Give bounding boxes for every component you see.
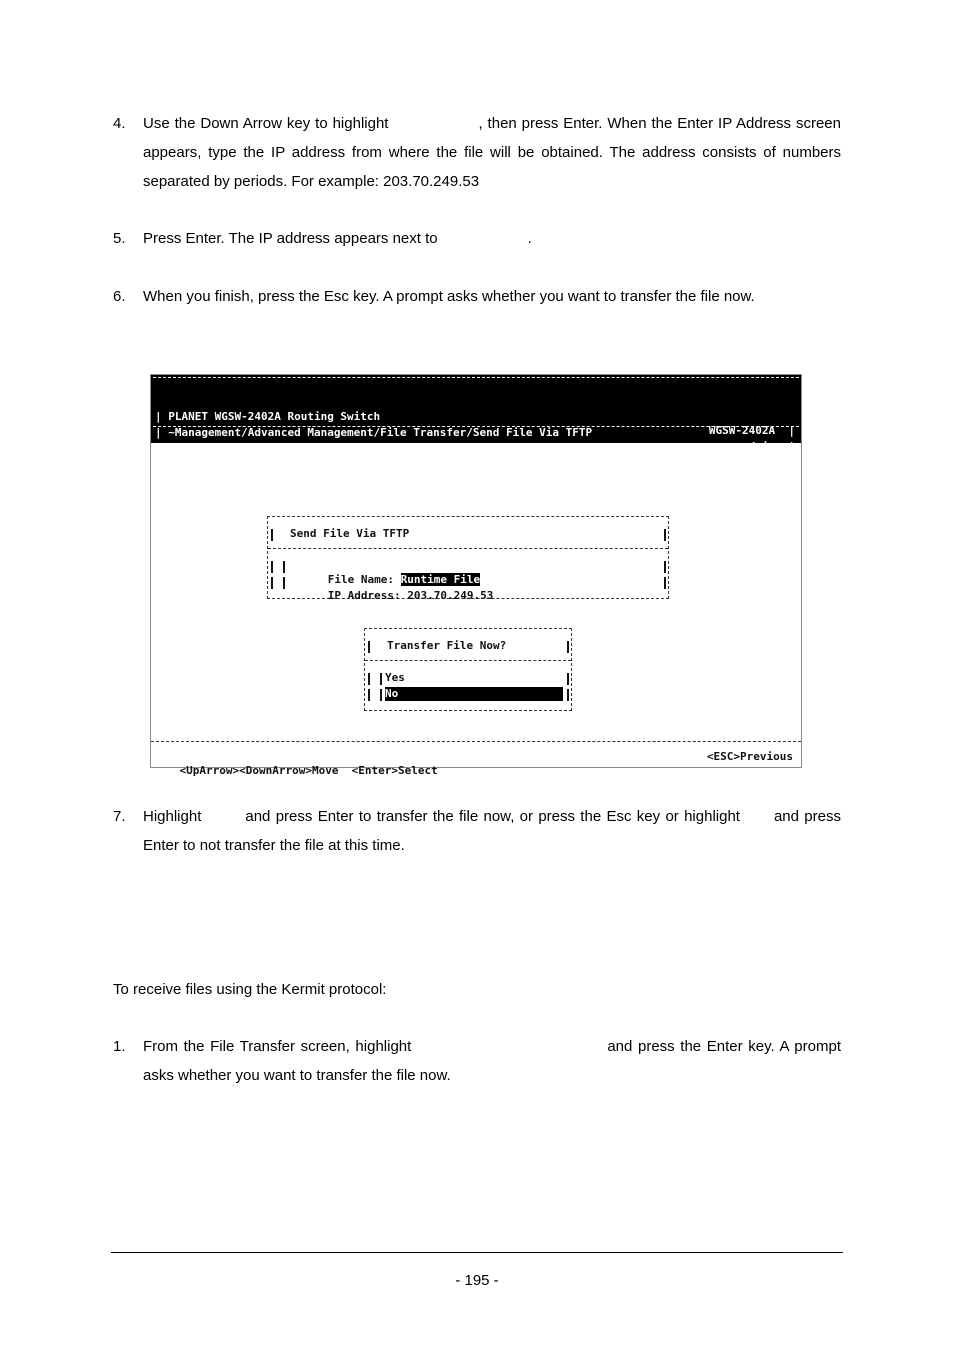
page-footer-rule bbox=[111, 1252, 843, 1253]
prompt-title: Transfer File Now? bbox=[387, 639, 507, 652]
step-text: and press Enter to transfer the file now, or press the Esc key or highlight bbox=[245, 808, 740, 825]
footer-previous: <ESC>Previous bbox=[706, 750, 793, 763]
step-7 bbox=[113, 802, 841, 860]
step-text: Highlight bbox=[143, 808, 202, 825]
footer-keys: <UpArrow><DownArrow>Move <Enter>Select bbox=[179, 764, 438, 777]
step-number: 1. bbox=[113, 1038, 126, 1055]
step-text: and press the Enter key. A prompt asks whether you want to transfer the file now. bbox=[143, 1038, 841, 1084]
step-number: 4. bbox=[113, 115, 126, 132]
step-text: , then press Enter. When the Enter IP Address screen appears, type the IP address from where the file will be obtained. The address consists of numbers separated by periods. For example: 203.70.249.53 bbox=[143, 115, 841, 190]
step-5 bbox=[113, 224, 841, 253]
step-text: Press Enter. The IP address appears next to bbox=[143, 230, 438, 247]
terminal-header: | PLANET WGSW-2402A Routing Switch WGSW-2402A | | ~Management/Advanced Management/File Transfer/Send File Via TFTP admin | bbox=[151, 375, 801, 443]
dialog-title: Send File Via TFTP bbox=[290, 527, 410, 540]
step-text: and press Enter to not transfer the file at this time. bbox=[143, 808, 841, 854]
step-number: 7. bbox=[113, 808, 126, 825]
terminal-user: admin bbox=[742, 440, 776, 453]
send-file-dialog bbox=[267, 516, 669, 602]
file-name-field[interactable]: Runtime File bbox=[400, 573, 481, 586]
step-4 bbox=[113, 109, 841, 196]
step-number: 6. bbox=[113, 288, 126, 305]
step-text: Use the Down Arrow key to highlight bbox=[143, 115, 389, 132]
option-no[interactable]: No bbox=[385, 687, 563, 701]
step-text: From the File Transfer screen, highlight bbox=[143, 1038, 412, 1055]
terminal-screenshot bbox=[150, 374, 802, 777]
file-name-label: File Name: bbox=[327, 573, 394, 586]
header-rule bbox=[153, 377, 799, 378]
terminal-title: PLANET WGSW-2402A Routing Switch bbox=[168, 410, 381, 423]
header-rule bbox=[153, 426, 799, 427]
page-number: - 195 - bbox=[455, 1272, 499, 1289]
ip-address-label: IP Address: bbox=[327, 589, 401, 602]
kermit-intro: To receive files using the Kermit protocol: bbox=[113, 981, 387, 998]
terminal-footer bbox=[153, 750, 793, 806]
terminal-path: ~Management/Advanced Management/File Transfer/Send File Via TFTP bbox=[168, 426, 593, 439]
terminal-model: WGSW-2402A bbox=[708, 424, 776, 437]
footer-rule bbox=[151, 741, 801, 742]
transfer-prompt bbox=[364, 628, 572, 711]
step-number: 5. bbox=[113, 230, 126, 247]
step-text: . bbox=[527, 230, 532, 247]
step-1 bbox=[113, 1032, 841, 1090]
step-text: When you finish, press the Esc key. A prompt asks whether you want to transfer the file now. bbox=[143, 288, 755, 305]
ip-address-field[interactable]: 203.70.249.53 bbox=[407, 589, 494, 602]
step-6 bbox=[113, 282, 841, 311]
option-yes[interactable]: Yes bbox=[385, 671, 405, 684]
